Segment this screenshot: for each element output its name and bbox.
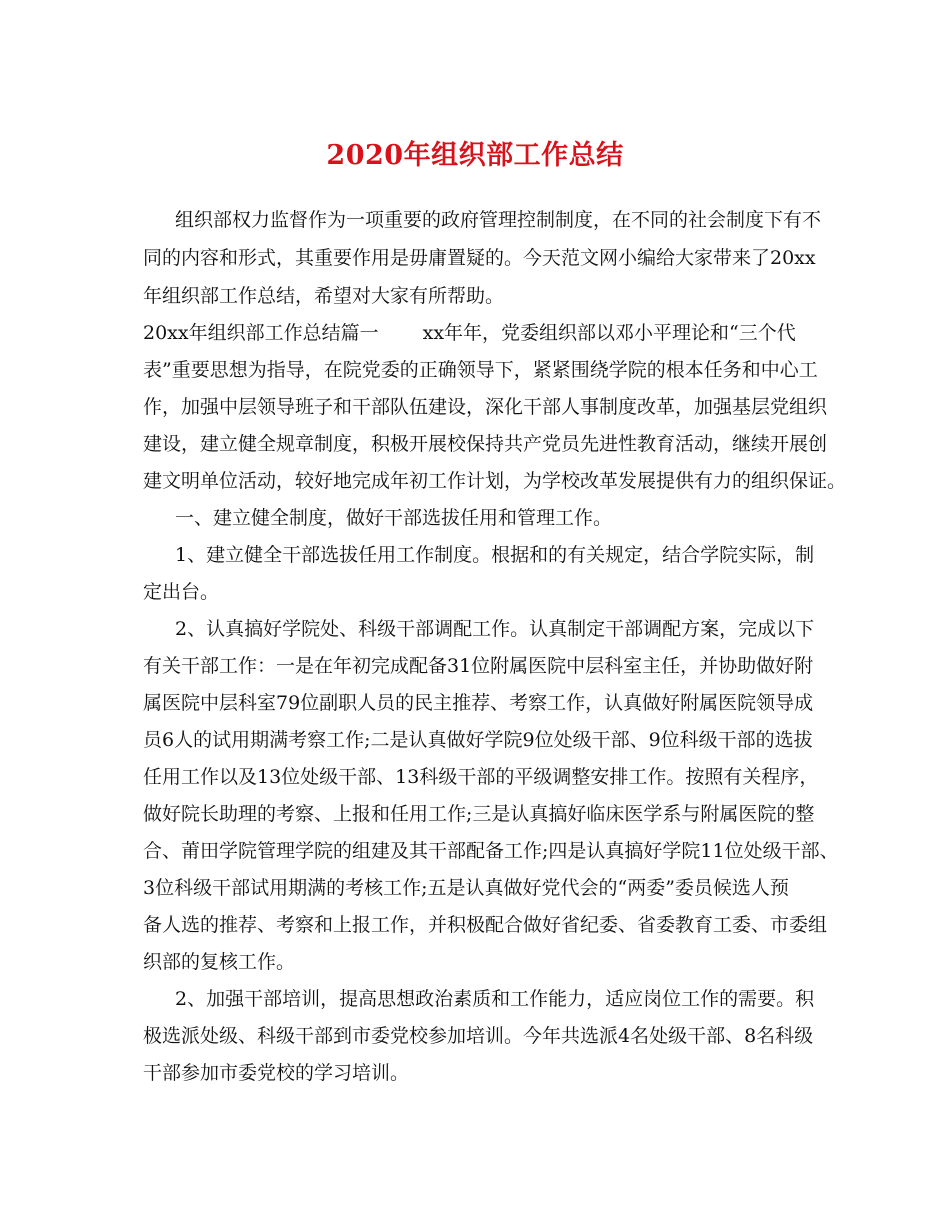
- text-line: 组织部权力监督作为一项重要的政府管理控制制度，在不同的社会制度下有不: [175, 209, 822, 231]
- text-line: 员6人的试用期满考察工作;二是认真做好学院9位处级干部、9位科级干部的选拔: [143, 729, 813, 751]
- text-line: 合、莆田学院管理学院的组建及其干部配备工作;四是认真搞好学院11位处级干部、: [143, 840, 839, 862]
- text-line: 3位科级干部试用期满的考核工作;五是认真做好党代会的“两委”委员候选人预: [143, 877, 789, 899]
- text-line: 建文明单位活动，较好地完成年初工作计划，为学校改革发展提供有力的组织保证。: [143, 470, 847, 492]
- text-line: 2、认真搞好学院处、科级干部调配工作。认真制定干部调配方案，完成以下: [175, 618, 815, 640]
- text-line: 作，加强中层领导班子和干部队伍建设，深化干部人事制度改革，加强基层党组织: [143, 396, 828, 418]
- section-heading: 一、建立健全制度，做好干部选拔任用和管理工作。: [175, 507, 613, 529]
- text-line: 同的内容和形式，其重要作用是毋庸置疑的。今天范文网小编给大家带来了20xx: [143, 247, 816, 269]
- text-line: 极选派处级、科级干部到市委党校参加培训。今年共选派4名处级干部、8名科级: [143, 1025, 814, 1047]
- text-line: 属医院中层科室79位副职人员的民主推荐、考察工作，认真做好附属医院领导成: [143, 692, 814, 714]
- section-heading: 20xx年组织部工作总结篇一: [143, 322, 379, 344]
- text-line: 定出台。: [143, 581, 220, 603]
- text-line: 年组织部工作总结，希望对大家有所帮助。: [143, 285, 505, 307]
- text-line: 干部参加市委党校的学习培训。: [143, 1062, 410, 1084]
- text-line: 表”重要思想为指导，在院党委的正确领导下，紧紧围绕学院的根本任务和中心工: [143, 359, 818, 381]
- text-line: 2、加强干部培训，提高思想政治素质和工作能力，适应岗位工作的需要。积: [175, 988, 815, 1010]
- text-line: 做好院长助理的考察、上报和任用工作;三是认真搞好临床医学系与附属医院的整: [143, 803, 815, 825]
- text-line: 备人选的推荐、考察和上报工作，并积极配合做好省纪委、省委教育工委、市委组: [143, 914, 828, 936]
- text-line: 1、建立健全干部选拔任用工作制度。根据和的有关规定，结合学院实际，制: [175, 544, 815, 566]
- text-line: xx年年，党委组织部以邓小平理论和“三个代: [422, 322, 796, 344]
- section-heading-line: [143, 321, 796, 346]
- text-line: 任用工作以及13位处级干部、13科级干部的平级调整安排工作。按照有关程序，: [143, 766, 819, 788]
- document-title: 2020年组织部工作总结: [326, 140, 624, 171]
- text-line: 建设，建立健全规章制度，积极开展校保持共产党员先进性教育活动，继续开展创: [143, 433, 828, 455]
- text-line: 有关干部工作：一是在年初完成配备31位附属医院中层科室主任，并协助做好附: [143, 655, 814, 677]
- text-line: 织部的复核工作。: [143, 951, 296, 973]
